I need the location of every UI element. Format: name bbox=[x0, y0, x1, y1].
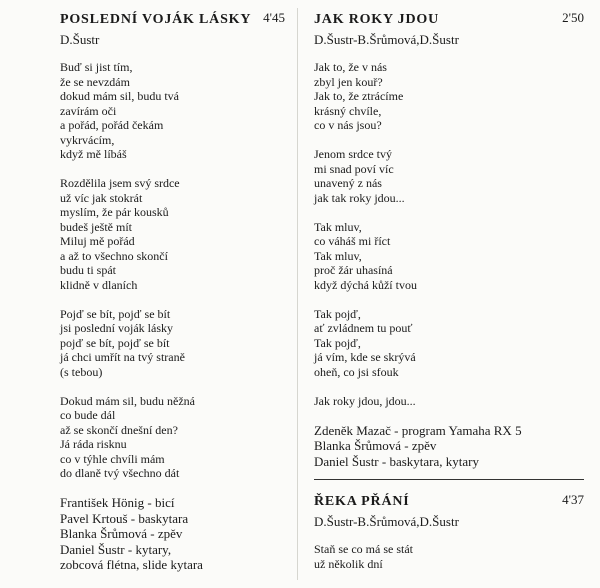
lyric-line: zbyl jen kouř? bbox=[314, 74, 383, 89]
lyric-line: že se nevzdám bbox=[60, 74, 130, 89]
lyric-line: Tak pojď, bbox=[314, 306, 361, 321]
lyric-line: Staň se co má se stát bbox=[314, 542, 413, 556]
lyric-line: proč žár uhasíná bbox=[314, 263, 393, 277]
lyric-line: (s tebou) bbox=[60, 364, 103, 379]
lyric-line: já vím, kde se skrývá bbox=[314, 350, 416, 364]
column-divider bbox=[297, 8, 298, 580]
song-duration: 4'37 bbox=[562, 492, 584, 507]
musician-line: Blanka Šrůmová - zpěv bbox=[60, 526, 183, 541]
lyric-line: krásný chvíle, bbox=[314, 103, 382, 118]
lyric-line: budu ti spát bbox=[60, 263, 116, 277]
song-duration: 2'50 bbox=[562, 10, 584, 25]
stanza bbox=[60, 307, 285, 380]
stanza bbox=[60, 60, 285, 162]
lyric-line: Miluj mě pořád bbox=[60, 234, 135, 248]
lyric-line: ať zvládnem tu pouť bbox=[314, 321, 413, 335]
musician-line: Daniel Šustr - kytary, bbox=[60, 541, 172, 557]
lyric-line: Jenom srdce tvý bbox=[314, 147, 392, 161]
stanza bbox=[314, 542, 584, 571]
left-column bbox=[60, 10, 285, 573]
stanza bbox=[314, 147, 584, 205]
lyric-line: Buď si jist tím, bbox=[60, 60, 133, 74]
lyric-line: už víc jak stokrát bbox=[60, 190, 143, 205]
lyric-line: zavírám oči bbox=[60, 103, 117, 118]
lyric-line: a pořád, pořád čekám bbox=[60, 118, 164, 132]
lyric-line: já chci umřít na tvý straně bbox=[60, 350, 185, 364]
lyric-line: jak tak roky jdou... bbox=[314, 190, 405, 205]
stanza bbox=[60, 394, 285, 481]
musician-line: Daniel Šustr - baskytara, kytary bbox=[314, 453, 479, 469]
lyric-line: Tak mluv, bbox=[314, 219, 362, 234]
lyric-line: Tak pojď, bbox=[314, 335, 361, 350]
stanza bbox=[314, 220, 584, 293]
stanza bbox=[314, 60, 584, 133]
lyric-line: co v nás jsou? bbox=[314, 118, 382, 132]
lyric-line: vykrvácím, bbox=[60, 132, 115, 147]
lyric-line: už několik dní bbox=[314, 556, 383, 571]
lyric-line: myslím, že pár kousků bbox=[60, 205, 169, 219]
stanza bbox=[314, 307, 584, 380]
musicians-list bbox=[314, 423, 584, 470]
musician-line: Pavel Krtouš - baskytara bbox=[60, 510, 189, 526]
lyric-line: oheň, co jsi sfouk bbox=[314, 364, 399, 379]
musician-line: Zdeněk Mazač - program Yamaha RX 5 bbox=[314, 422, 522, 438]
lyric-line: Jak roky jdou, jdou... bbox=[314, 393, 416, 408]
lyric-line: Jak to, že ztrácíme bbox=[314, 89, 404, 103]
song-header bbox=[314, 492, 584, 512]
musician-line: zobcová flétna, slide kytara bbox=[60, 557, 203, 572]
lyric-line: mi snad poví víc bbox=[314, 161, 394, 176]
song-header bbox=[314, 10, 584, 30]
lyric-line: a až to všechno skončí bbox=[60, 248, 168, 263]
lyric-line: do dlaně tvý všechno dát bbox=[60, 466, 180, 480]
musician-line: Blanka Šrůmová - zpěv bbox=[314, 438, 437, 453]
song-title: JAK ROKY JDOU bbox=[314, 12, 439, 27]
lyrics bbox=[60, 60, 285, 481]
lyric-line: Pojď se bít, pojď se bít bbox=[60, 306, 171, 321]
song-title: ŘEKA PŘÁNÍ bbox=[314, 494, 410, 509]
stanza bbox=[314, 394, 584, 409]
lyric-line: dokud mám sil, budu tvá bbox=[60, 89, 179, 103]
right-column bbox=[314, 10, 584, 586]
lyric-line: když mě líbáš bbox=[60, 147, 127, 161]
lyric-line: co bude dál bbox=[60, 408, 116, 422]
lyric-line: Tak mluv, bbox=[314, 248, 362, 263]
lyric-line: Jak to, že v nás bbox=[314, 60, 387, 74]
song-duration: 4'45 bbox=[263, 10, 285, 25]
song-header bbox=[60, 10, 285, 30]
lyric-line: klidně v dlaních bbox=[60, 277, 138, 292]
musician-line: František Hönig - bicí bbox=[60, 495, 175, 510]
song-credit: D.Šustr-B.Šrůmová,D.Šustr bbox=[314, 32, 459, 47]
lyric-line: pojď se bít, pojď se bít bbox=[60, 335, 170, 350]
section-rule bbox=[314, 479, 584, 480]
lyrics bbox=[314, 542, 584, 571]
song-title: POSLEDNÍ VOJÁK LÁSKY bbox=[60, 12, 252, 27]
lyric-line: když dýchá kůží tvou bbox=[314, 277, 417, 292]
lyrics bbox=[314, 60, 584, 408]
lyric-line: Dokud mám sil, budu něžná bbox=[60, 393, 195, 408]
lyric-line: až se skončí dnešní den? bbox=[60, 422, 178, 437]
lyric-line: co váháš mi říct bbox=[314, 234, 391, 248]
song-credit: D.Šustr-B.Šrůmová,D.Šustr bbox=[314, 514, 459, 529]
stanza bbox=[60, 176, 285, 292]
lyric-line: Já ráda risknu bbox=[60, 437, 127, 451]
song-credit: D.Šustr bbox=[60, 32, 100, 47]
lyric-line: jsi poslední voják lásky bbox=[60, 321, 173, 335]
lyric-line: co v týhle chvíli mám bbox=[60, 451, 165, 466]
lyric-line: Rozdělila jsem svý srdce bbox=[60, 176, 180, 190]
lyric-line: budeš ještě mít bbox=[60, 219, 132, 234]
musicians-list bbox=[60, 495, 285, 573]
lyric-line: unavený z nás bbox=[314, 176, 382, 190]
